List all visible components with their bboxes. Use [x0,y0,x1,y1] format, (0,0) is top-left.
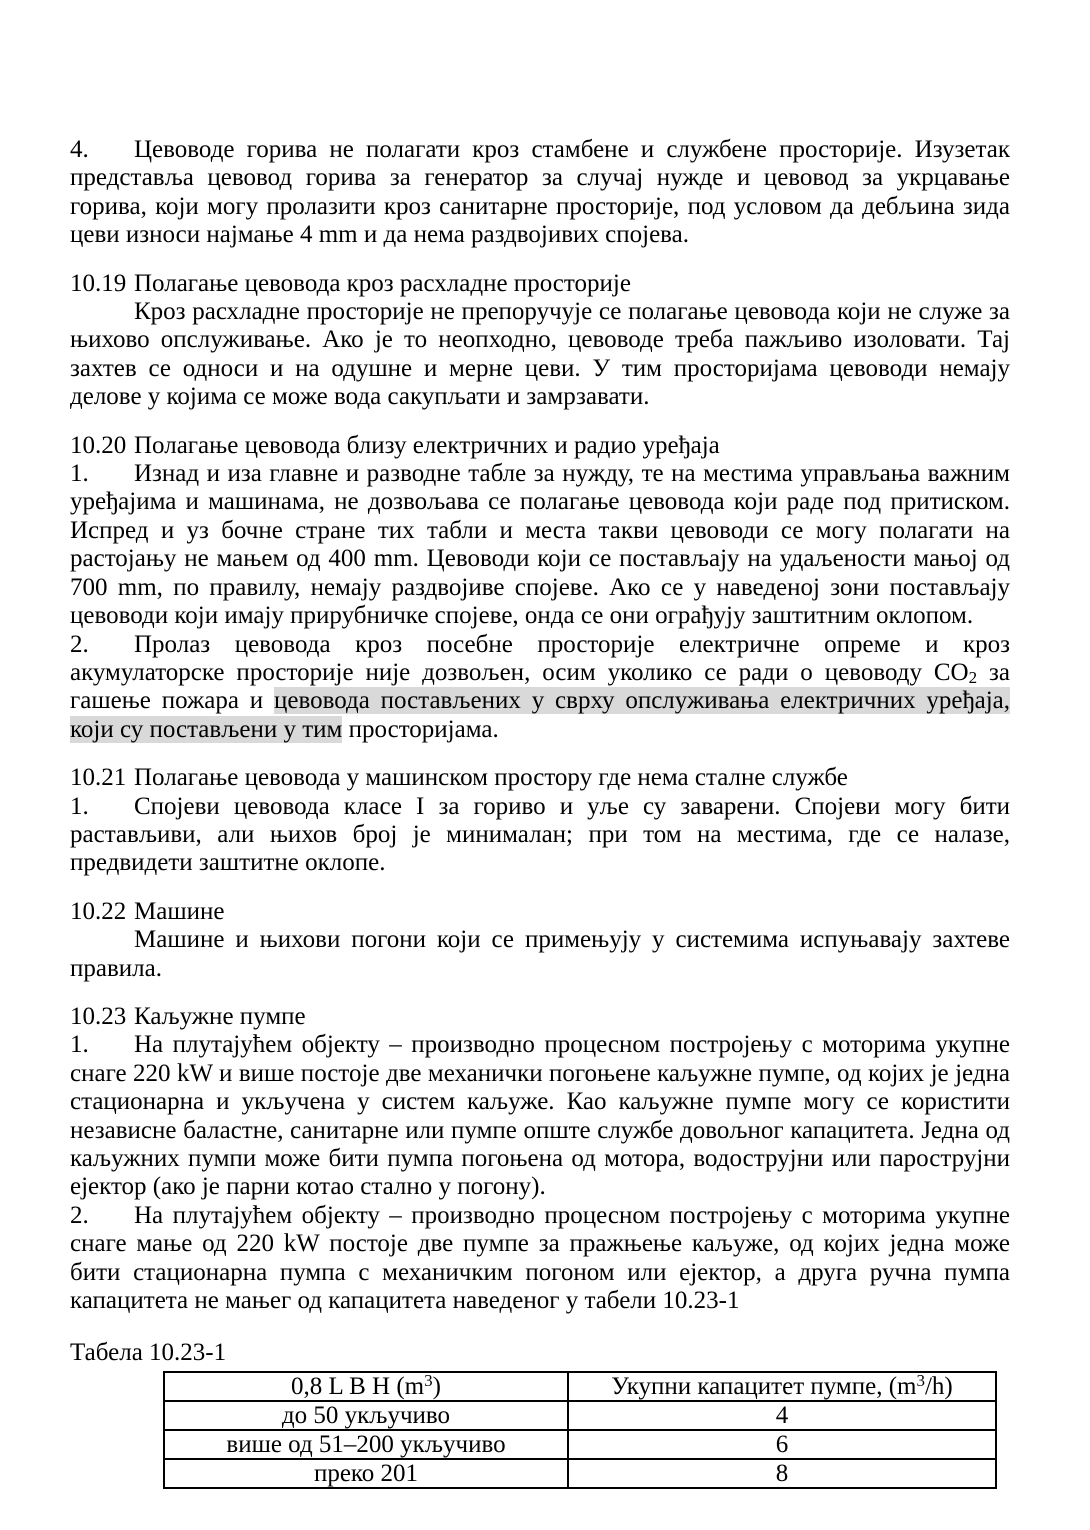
volume-range-cell: преко 201 [164,1459,568,1488]
section-10-20-number: 10.20 [70,431,127,459]
capacity-value-cell: 8 [568,1459,996,1488]
section-10-22-number: 10.22 [70,897,127,925]
table-row [164,1430,996,1459]
section-10-19-title: Полагање цевовода кроз расхладне просторије [134,269,631,297]
section-10-23-item-1 [70,1031,1010,1201]
section-10-23-number: 10.23 [70,1002,127,1030]
volume-range-cell: више од 51–200 укључиво [164,1430,568,1459]
pump-capacity-table [163,1371,997,1489]
item-1-text: Изнад и иза главне и разводне табле за нужду, те на местима управљања важним уређајима и машинама, не дозвољава се полагање цевовода који раде под притиском. Испред и уз бочне стране тих табли и места такви цевоводи се могу полагати на растојању не мањем од 400 mm. Цевоводи који се постављају на удаљености мањој од 700 mm, по правилу, немају раздвојиве спојеве. Ако се у наведеној зони постављају цевоводи који имају прирубничке спојеве, онда се они ограђују заштитним оклопом. [70,460,1010,630]
table-header-volume [164,1372,568,1401]
item-1-number: 1. [70,792,89,820]
section-10-20-title: Полагање цевовода близу електричних и радио уређаја [134,431,720,459]
table-row [164,1401,996,1430]
section-10-21-title: Полагање цевовода у машинском простору где нема сталне службе [134,764,848,792]
section-10-21-item-1 [70,793,1010,878]
section-heading-10-22 [70,898,1010,926]
paragraph-4 [70,136,1010,250]
item-2-text-part-3: просторијама. [342,715,499,743]
header-volume-text: 0,8 L B H (m [291,1372,425,1400]
header-capacity-close: /h) [924,1372,953,1400]
table-row [164,1459,996,1488]
item-2-text-part-2: за гашење пожара и [70,658,1010,715]
paragraph-4-text: Цевоводе горива не полагати кроз стамбене и службене просторије. Изузетак представља цевовод горива за генератор за случај нужде и цевовод за укрцавање горива, који могу пролазити кроз санитарне просторије, под условом да дебљина зида цеви износи најмање 4 mm и да нема раздвојивих спојева. [70,136,1010,249]
cubic-superscript: 3 [424,1371,433,1391]
section-10-23-item-2 [70,1202,1010,1316]
table-header-row [164,1372,996,1401]
section-heading-10-23 [70,1003,1010,1031]
table-caption: Табела 10.23-1 [70,1339,227,1367]
item-1-text: На плутајућем објекту – производно процесном постројењу с моторима укупне снаге 220 kW и више постоје две механички погоњене каљужне пумпе, од којих је једна стационарна и укључена у систем каљуже. Као каљужне пумпе могу се користити независне баластне, санитарне или пумпе опште службе довољног капацитета. Једна од каљужних пумпи може бити пумпа погоњена од мотора, водострујни или парострујни ејектор (ако је парни котао стално у погону). [70,1031,1010,1201]
section-10-19-number: 10.19 [70,269,127,297]
section-heading-10-21 [70,764,1010,792]
cubic-superscript: 3 [916,1371,925,1391]
section-heading-10-19 [70,270,1010,298]
volume-range-cell: до 50 укључиво [164,1401,568,1430]
item-2-number: 2. [70,630,89,658]
section-10-22-title: Машине [134,897,225,925]
section-10-22-body: Машине и њихови погони који се примењују у системима испуњавају захтеве правила. [70,926,1010,982]
item-1-number: 1. [70,1031,89,1059]
item-2-text-part-1: Пролаз цевовода кроз посебне просторије електричне опреме и кроз акумулаторске просторије није дозвољен, осим уколико се ради о цевоводу CO [70,630,1010,686]
capacity-value-cell: 6 [568,1430,996,1459]
section-10-21-number: 10.21 [70,764,127,792]
item-1-number: 1. [70,460,89,488]
header-volume-close: ) [432,1372,441,1400]
item-1-text: Спојеви цевовода класе I за гориво и уље су заварени. Спојеви могу бити растављиви, али њихов број је минималан; при том на местима, где се налазе, предвидети заштитне оклопе. [70,792,1010,877]
co2-subscript: 2 [968,667,978,687]
section-10-20-item-1 [70,460,1010,630]
item-2-number: 2. [70,1201,89,1229]
section-10-23-title: Каљужне пумпе [134,1002,306,1030]
section-10-20-item-2 [70,631,1010,745]
table-header-capacity [568,1372,996,1401]
item-2-highlighted-text: цевовода постављених у сврху опслуживања електричних уређаја, који су постављени у тим [70,687,1010,743]
item-2-text: На плутајућем објекту – производно процесном постројењу с моторима укупне снаге мање од 220 kW постоје две пумпе за пражњење каљуже, од којих једна може бити стационарна пумпа с механичким погоном или ејектор, а друга ручна пумпа капацитета не мањег од капацитета наведеног у табели 10.23-1 [70,1201,1010,1315]
capacity-value-cell: 4 [568,1401,996,1430]
section-10-19-body: Кроз расхладне просторије не препоручује се полагање цевовода који не служе за њихово опслуживање. Ако је то неопходно, цевоводе треба пажљиво изоловати. Тај захтев се односи и на одушне и мерне цеви. У тим просторијама цевоводи немају делове у којима се може вода сакупљати и замрзавати. [70,298,1010,411]
paragraph-4-number: 4. [70,136,89,163]
section-heading-10-20 [70,432,1010,460]
header-capacity-text: Укупни капацитет пумпе, (m [611,1372,917,1400]
